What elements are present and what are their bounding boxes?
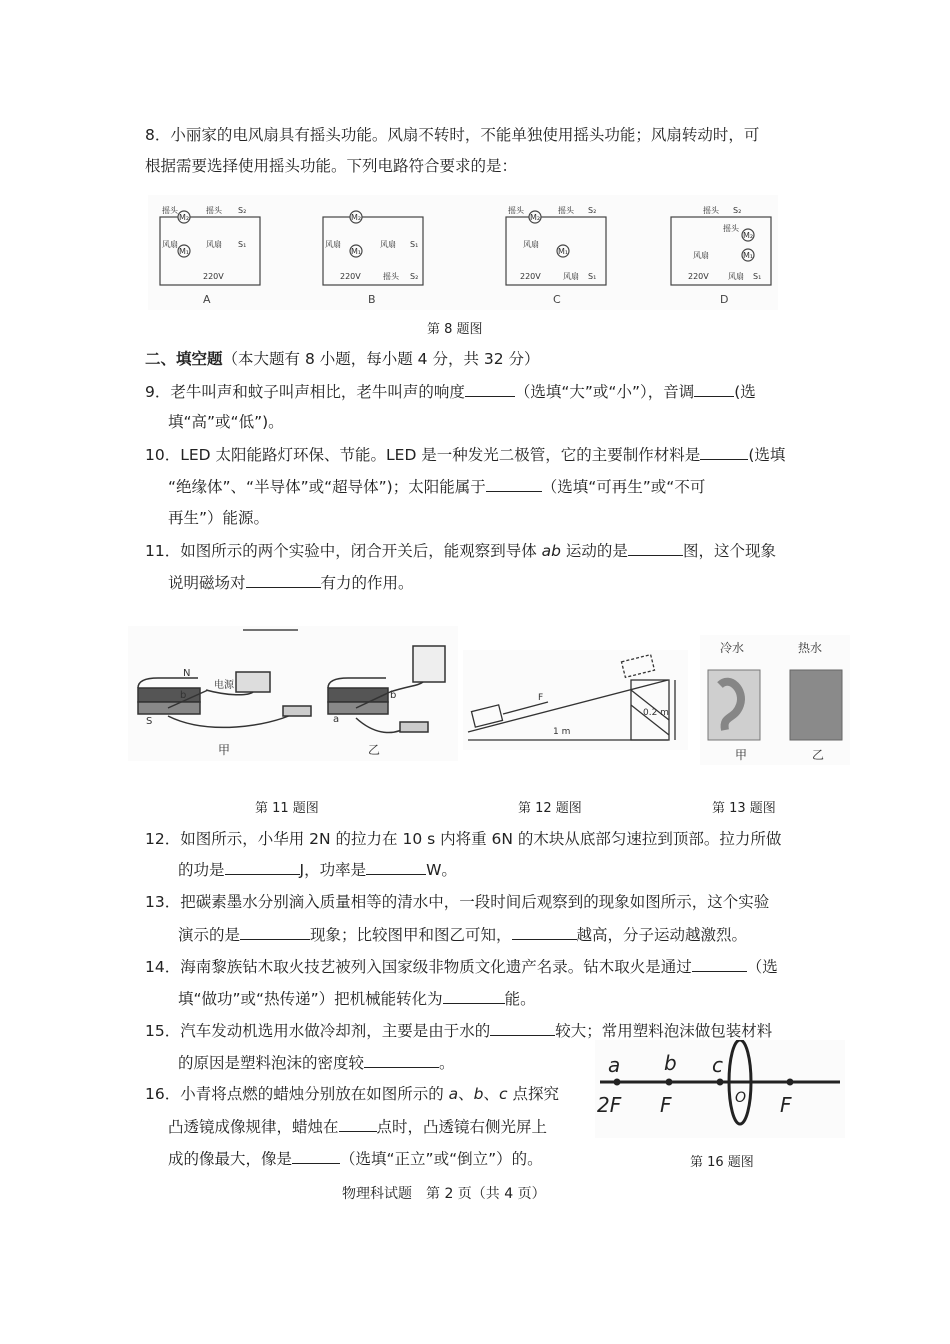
circuit-a-m2: M₂ [179,213,190,222]
section-2-heading [145,348,540,370]
circuit-c-m1: M₁ [558,247,569,256]
q16-text-1a: 16．小青将点燃的蜡烛分别放在如图所示的 [145,1085,449,1103]
q12-text-2b: J，功率是 [299,861,367,879]
q11-line2 [168,571,414,594]
q10-line1 [145,443,785,466]
circuit-c-fan-switch: 风扇 [563,272,579,281]
circuit-d-shake-motor: 摇头 [723,224,739,233]
q9-text-c: (选 [734,383,756,401]
circuit-a-m1: M₁ [179,247,190,256]
q9-line2: 填“高”或“低”)。 [168,413,284,431]
fig11-a-yi: a [333,714,340,725]
q13-line2 [178,923,747,946]
q11-blank-object[interactable] [246,571,321,588]
fig16-a: a [608,1053,621,1077]
q14-text-2b: 能。 [504,990,536,1008]
fig16-f-right: F [780,1093,792,1117]
q14-blank-energy[interactable] [443,987,505,1004]
q10-blank-material[interactable] [700,443,748,460]
q12-blank-power[interactable] [366,858,426,875]
figure-16-caption: 第 16 题图 [690,1155,754,1170]
fig12-height: 0.2 m [643,708,669,718]
q16-text-2b: 点时，凸透镜右侧光屏上 [376,1118,548,1136]
q12-line1: 12．如图所示，小华用 2N 的拉力在 10 s 内将重 6N 的木块从底部匀速拉到顶部。拉力所做 [145,830,782,848]
figure-12-caption: 第 12 题图 [518,801,582,816]
q13-blank-phenomenon[interactable] [240,923,310,940]
circuit-b-s1: S₁ [410,240,419,249]
q14-line2 [178,987,536,1010]
q16-sep2: 、 [483,1085,500,1103]
circuit-c-s1: S₁ [588,272,597,281]
q15-blank-density[interactable] [364,1051,439,1068]
q11-text-b: 运动的是 [561,542,628,560]
q9-blank-pitch[interactable] [694,380,734,397]
fig11-power: 电源 [214,680,234,691]
q9-text-a: 9．老牛叫声和蚊子叫声相比，老牛叫声的响度 [145,383,465,401]
circuit-c-shake-switch: 摇头 [558,206,574,215]
q10-text-a: 10．LED 太阳能路灯环保、节能。LED 是一种发光二极管，它的主要制作材料是 [145,446,701,464]
circuit-b-s2: S₂ [410,272,419,281]
circuit-d-m1: M₁ [743,251,754,260]
page-footer: 物理科试题 第 2 页（共 4 页） [342,1186,546,1202]
section-2-desc: （本大题有 8 小题，每小题 4 分，共 32 分） [222,350,540,368]
circuit-b-fan-switch: 风扇 [380,240,396,249]
q12-text-2a: 的功是 [178,861,225,879]
fig13-yi: 乙 [812,748,825,762]
circuit-d-s2: S₂ [733,206,742,215]
q8-line1: 8．小丽家的电风扇具有摇头功能。风扇不转时，不能单独使用摇头功能；风扇转动时，可 [145,126,760,144]
q16-blank-point[interactable] [339,1115,377,1132]
circuit-b-volt: 220V [340,272,361,281]
q16-blank-orientation[interactable] [292,1147,340,1164]
q11-text-2b: 有力的作用。 [320,574,414,592]
circuit-c-volt: 220V [520,272,541,281]
circuit-a-letter: A [203,293,211,306]
q15-text-b: 较大；常用塑料泡沫做包装材料 [555,1022,773,1040]
figure-12 [463,650,688,750]
figure-16-drawing [595,1040,845,1138]
q11-line1 [145,539,776,562]
figure-11-caption: 第 11 题图 [255,801,319,816]
fig16-o: O [735,1090,747,1106]
q16-line2 [168,1115,547,1138]
fig13-cold: 冷水 [720,641,745,655]
fig11-b-yi: b [390,690,397,701]
q12-line2 [178,858,457,881]
figure-11 [128,626,458,761]
q11-text-c: 图，这个现象 [682,542,776,560]
fig11-b-jia: b [180,690,187,701]
figure-8-caption: 第 8 题图 [427,322,483,337]
q11-blank-figure[interactable] [628,539,683,556]
circuit-d-letter: D [720,293,729,306]
q13-text-2c: 越高，分子运动越激烈。 [576,926,748,944]
q16-text-2a: 凸透镜成像规律，蜡烛在 [168,1118,339,1136]
q11-text-a: 11．如图所示的两个实验中，闭合开关后，能观察到导体 [145,542,542,560]
figure-8-circuits [148,195,778,310]
q9-blank-loudness[interactable] [465,380,515,397]
fig12-len: 1 m [553,727,571,737]
figure-8 [148,195,778,310]
circuit-d-m2: M₂ [743,231,754,240]
circuit-a-fan-switch: 风扇 [206,240,222,249]
q16-text-1b: 点探究 [507,1085,559,1103]
fig11-yi: 乙 [368,743,381,757]
q16-line1 [145,1083,559,1105]
circuit-d-shake: 摇头 [703,206,719,215]
figure-13-caption: 第 13 题图 [712,801,776,816]
circuit-b-m2: M₂ [351,213,362,222]
q15-text-2b: 。 [439,1054,455,1072]
q9-line1 [145,380,756,403]
q16-point-a: a [448,1085,459,1103]
q14-line1 [145,955,778,978]
circuit-c-letter: C [553,293,561,306]
fig13-jia: 甲 [735,748,748,762]
fig11-s: S [146,716,153,727]
circuit-b-fan: 风扇 [325,240,341,249]
q16-point-b: b [473,1085,484,1103]
circuit-c-s2: S₂ [588,206,597,215]
fig16-b: b [664,1051,677,1075]
figure-11-drawing [128,626,458,761]
q10-text-2b: （选填“可再生”或“不可 [541,478,706,496]
figure-12-drawing [463,650,688,750]
q15-line1 [145,1019,772,1042]
q10-text-b: (选填 [748,446,786,464]
fig16-c: c [712,1053,723,1077]
q10-line2 [168,475,705,498]
q16-sep1: 、 [458,1085,474,1103]
q13-blank-temperature[interactable] [512,923,577,940]
circuit-a-volt: 220V [203,272,224,281]
circuit-d-fan-switch: 风扇 [728,272,744,281]
circuit-c-fan: 风扇 [523,240,539,249]
circuit-b-shake: 摇头 [383,272,399,281]
circuit-c-shake: 摇头 [508,206,524,215]
q9-text-b: （选填“大”或“小”），音调 [514,383,695,401]
q16-point-c: c [499,1085,508,1103]
q10-blank-energy[interactable] [486,475,542,492]
circuit-d-volt: 220V [688,272,709,281]
circuit-a-fan: 风扇 [162,240,178,249]
figure-16 [595,1040,845,1138]
circuit-a-s2: S₂ [238,206,247,215]
fig16-2f: 2F [597,1093,622,1117]
q14-text-a: 14．海南黎族钻木取火技艺被列入国家级非物质文化遗产名录。钻木取火是通过 [145,958,692,976]
fig11-jia: 甲 [218,743,231,757]
q10-line3: 再生”）能源。 [168,509,270,527]
q8-line2: 根据需要选择使用摇头功能。下列电路符合要求的是： [145,157,518,175]
circuit-d-fan: 风扇 [693,251,709,260]
circuit-c-m2: M₂ [530,213,541,222]
figure-13-drawing [700,635,850,765]
q16-line3 [168,1147,543,1170]
q14-blank-method[interactable] [692,955,747,972]
q15-text-2a: 的原因是塑料泡沫的密度较 [178,1054,365,1072]
q16-text-3b: （选填“正立”或“倒立”）的。 [340,1150,543,1168]
q15-text-a: 15．汽车发动机选用水做冷却剂，主要是由于水的 [145,1022,491,1040]
q14-text-2a: 填“做功”或“热传递”）把机械能转化为 [178,990,443,1008]
fig12-f: F [538,693,544,703]
q11-ab: ab [541,542,561,560]
q14-text-b: （选 [746,958,778,976]
q13-line1: 13．把碳素墨水分别滴入质量相等的清水中，一段时间后观察到的现象如图所示，这个实验 [145,893,770,911]
q15-line2 [178,1051,455,1074]
circuit-d-s1: S₁ [753,272,762,281]
fig11-n: N [183,668,191,679]
q10-text-2a: “绝缘体”、“半导体”或“超导体”)；太阳能属于 [168,478,486,496]
circuit-b-letter: B [368,293,376,306]
q11-text-2a: 说明磁场对 [168,574,246,592]
fig16-f-left: F [660,1093,672,1117]
q15-blank-property[interactable] [490,1019,555,1036]
section-2-title: 二、填空题 [145,350,223,368]
q13-text-2a: 演示的是 [178,926,241,944]
circuit-a-shake: 摇头 [162,206,178,215]
circuit-a-s1: S₁ [238,240,247,249]
q12-blank-work[interactable] [225,858,300,875]
fig13-hot: 热水 [798,641,823,655]
circuit-a-shake-switch: 摇头 [206,206,222,215]
q12-text-2c: W。 [426,861,457,879]
figure-13 [700,635,850,765]
circuit-b-m1: M₁ [351,247,362,256]
q13-text-2b: 现象；比较图甲和图乙可知， [310,926,512,944]
q16-text-3a: 成的像最大，像是 [168,1150,293,1168]
